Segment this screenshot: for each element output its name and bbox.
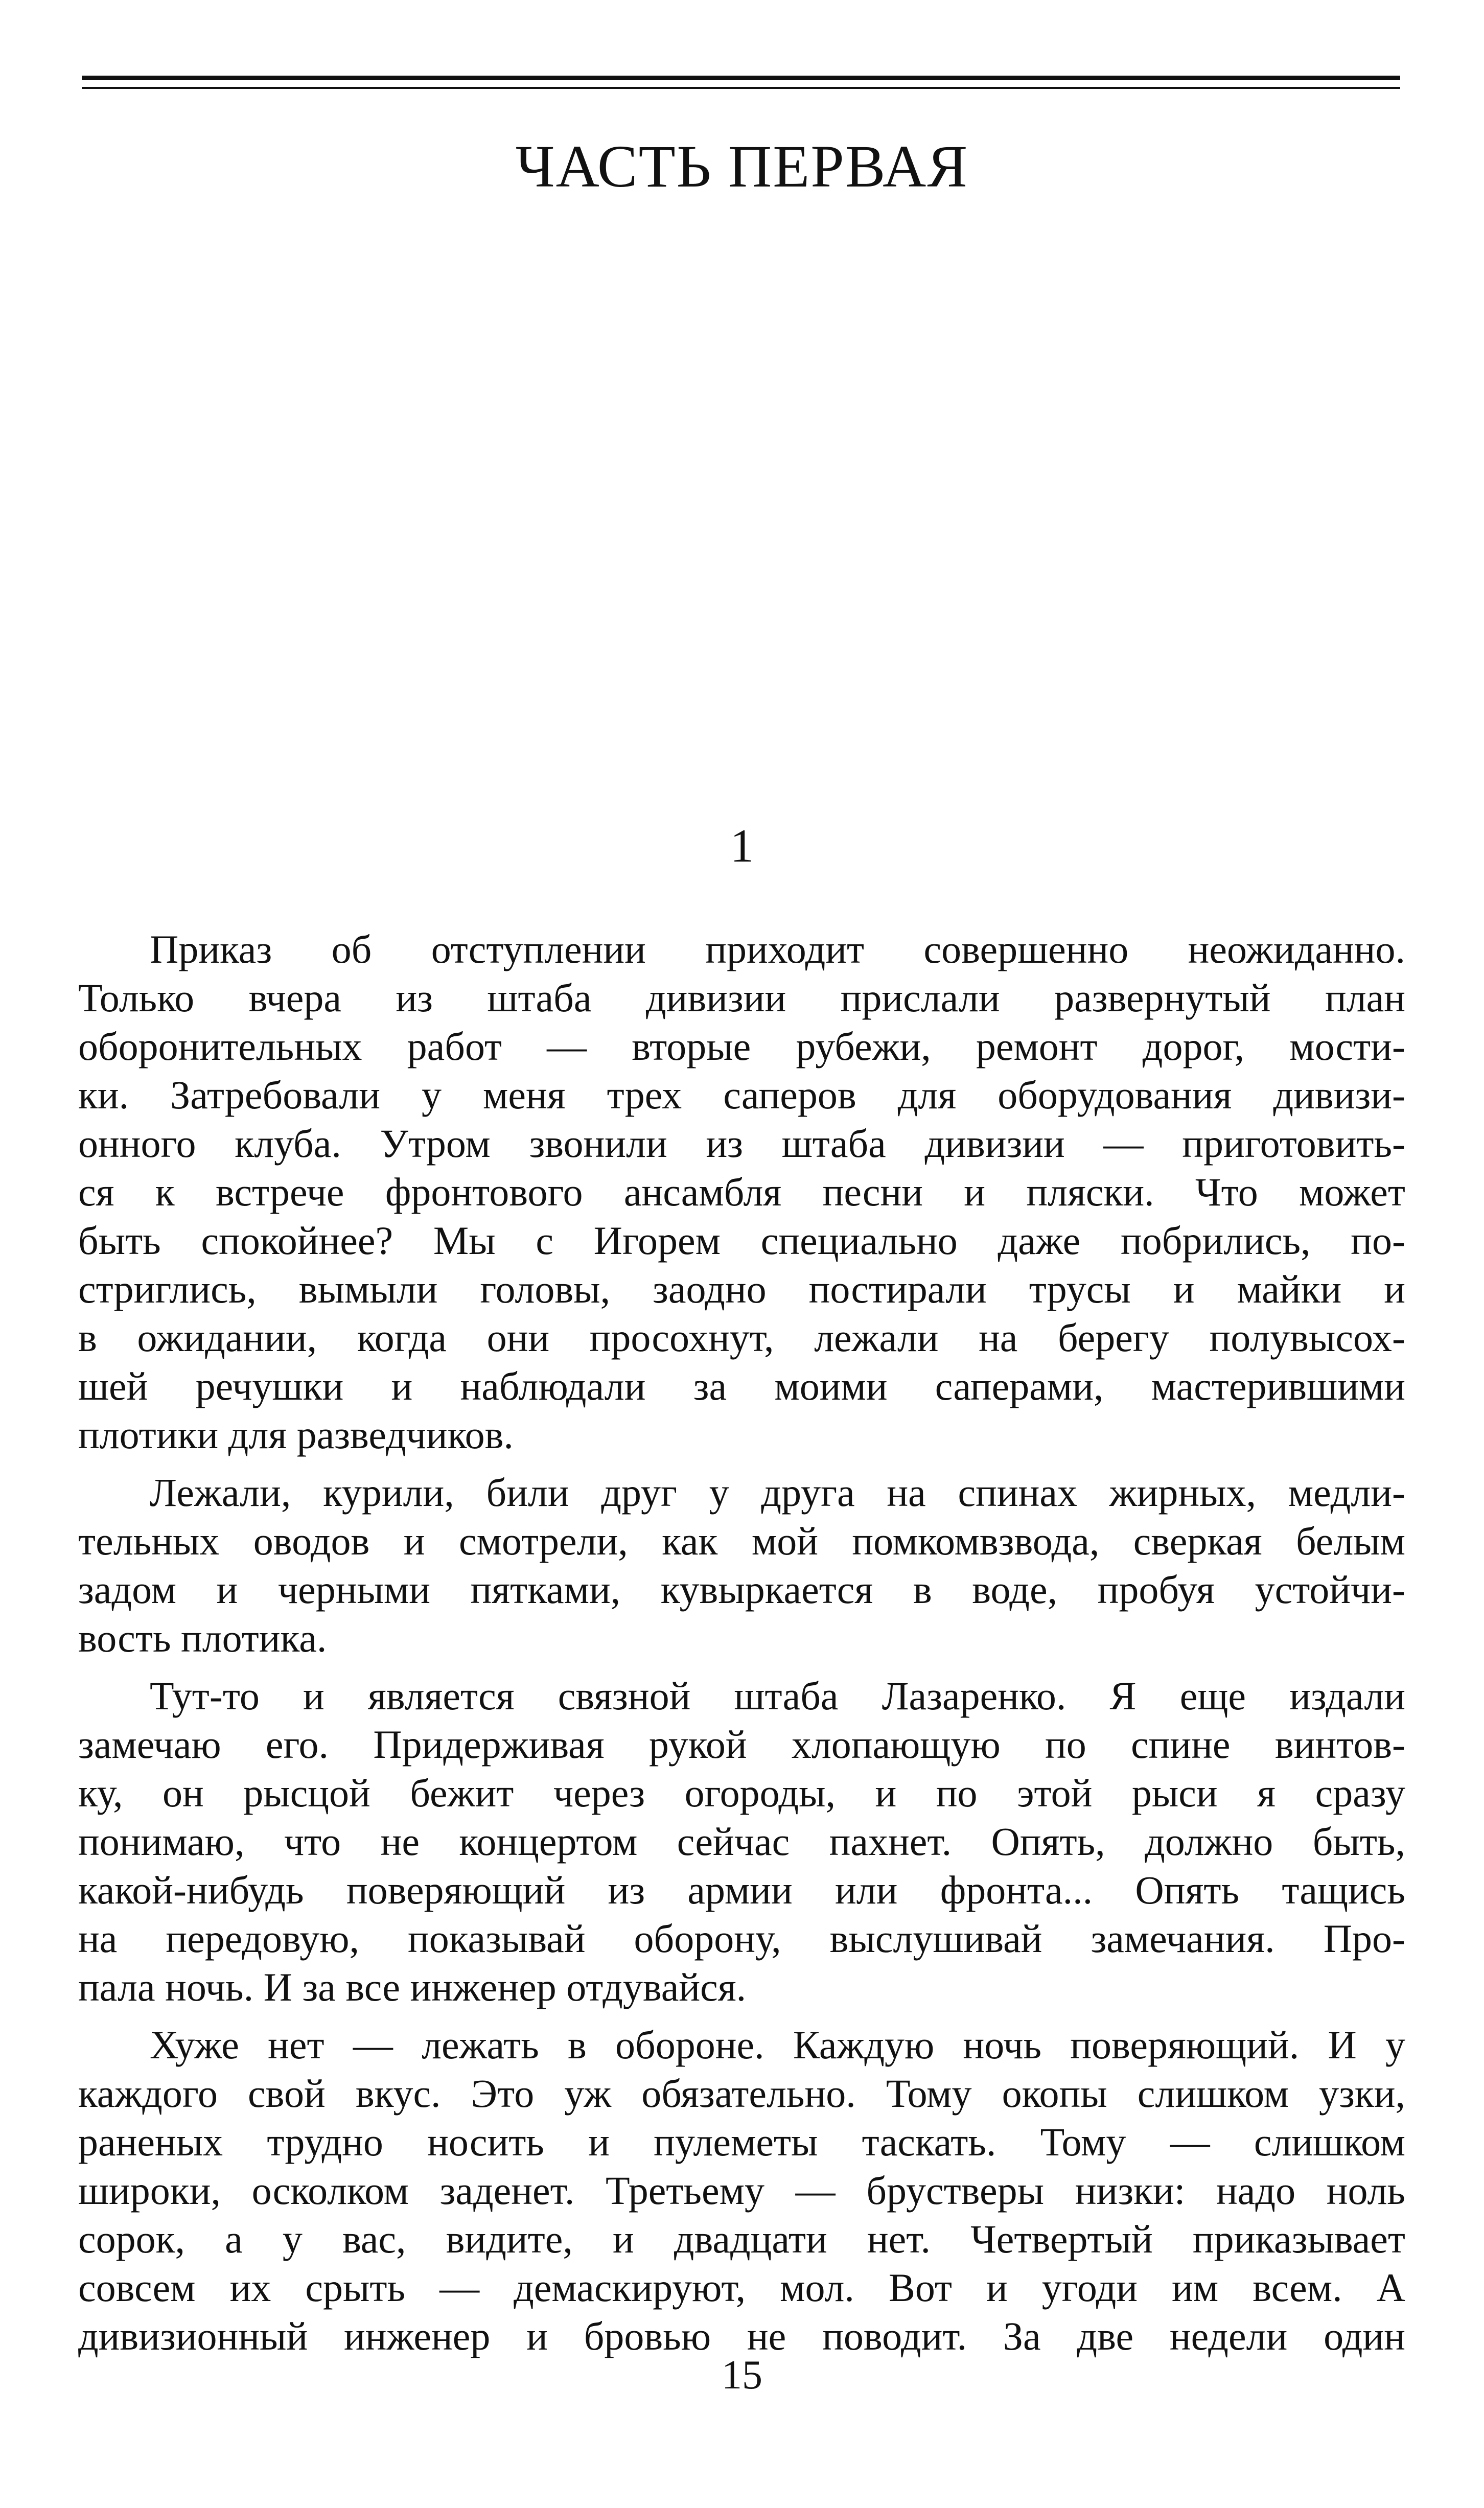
text-line: оборонительных работ — вторые рубежи, ремонт дорог, мости-	[78, 1024, 1405, 1069]
paragraph	[78, 925, 1405, 1459]
text-line: понимаю, что не концертом сейчас пахнет. Опять, должно быть,	[78, 1819, 1405, 1864]
text-line: Приказ об отступлении приходит совершенно неожиданно.	[150, 927, 1405, 971]
text-line: Только вчера из штаба дивизии прислали развернутый план	[78, 976, 1405, 1020]
text-line: шей речушки и наблюдали за моими саперами, мастерившими	[78, 1364, 1405, 1408]
paragraph	[78, 1468, 1405, 1662]
text-line: стриглись, вымыли головы, заодно постирали трусы и майки и	[78, 1267, 1405, 1311]
text-line: каждого свой вкус. Это уж обязательно. Тому окопы слишком узки,	[78, 2071, 1405, 2116]
text-line: раненых трудно носить и пулеметы таскать. Тому — слишком	[78, 2120, 1405, 2164]
text-line: вость плотика.	[78, 1616, 327, 1660]
header-rule-thick	[82, 76, 1400, 80]
text-line: ки. Затребовали у меня трех саперов для оборудования дивизи-	[78, 1073, 1405, 1117]
text-line: быть спокойнее? Мы с Игорем специально даже побрились, по-	[78, 1218, 1405, 1263]
text-line: широки, осколком заденет. Третьему — брустверы низки: надо ноль	[78, 2168, 1405, 2213]
text-line: дивизионный инженер и бровью не поводит. За две недели один	[78, 2314, 1405, 2358]
chapter-number: 1	[730, 820, 754, 872]
paragraph	[78, 2021, 1405, 2360]
text-line: Хуже нет — лежать в обороне. Каждую ночь поверяющий. И у	[150, 2023, 1405, 2067]
text-line: плотики для разведчиков.	[78, 1412, 514, 1457]
text-line: Тут-то и является связной штаба Лазаренко. Я еще издали	[150, 1674, 1405, 1718]
page-number: 15	[722, 2353, 762, 2398]
text-line: Лежали, курили, били друг у друга на спинах жирных, медли-	[150, 1470, 1405, 1515]
text-line: ку, он рысцой бежит через огороды, и по этой рыси я сразу	[78, 1771, 1405, 1815]
text-line: замечаю его. Придерживая рукой хлопающую по спине винтов-	[78, 1722, 1405, 1767]
body-text	[78, 925, 1405, 2360]
part-title: ЧАСТЬ ПЕРВАЯ	[515, 133, 969, 200]
text-line: в ожидании, когда они просохнут, лежали на берегу полувысох-	[78, 1315, 1405, 1360]
text-line: сорок, а у вас, видите, и двадцати нет. Четвертый приказывает	[78, 2217, 1405, 2261]
text-line: на передовую, показывай оборону, выслушивай замечания. Про-	[78, 1916, 1405, 1961]
text-line: ся к встрече фронтового ансамбля песни и пляски. Что может	[78, 1170, 1405, 1214]
text-line: онного клуба. Утром звонили из штаба дивизии — приготовить-	[78, 1121, 1405, 1166]
text-line: какой-нибудь поверяющий из армии или фронта... Опять тащись	[78, 1868, 1405, 1912]
header-rule-thin	[82, 87, 1400, 89]
text-line: пала ночь. И за все инженер отдувайся.	[78, 1965, 747, 2009]
text-line: тельных оводов и смотрели, как мой помкомвзвода, сверкая белым	[78, 1519, 1405, 1563]
text-line: совсем их срыть — демаскируют, мол. Вот и угоди им всем. А	[78, 2265, 1405, 2310]
paragraph	[78, 1671, 1405, 2011]
text-line: задом и черными пятками, кувыркается в воде, пробуя устойчи-	[78, 1567, 1405, 1612]
